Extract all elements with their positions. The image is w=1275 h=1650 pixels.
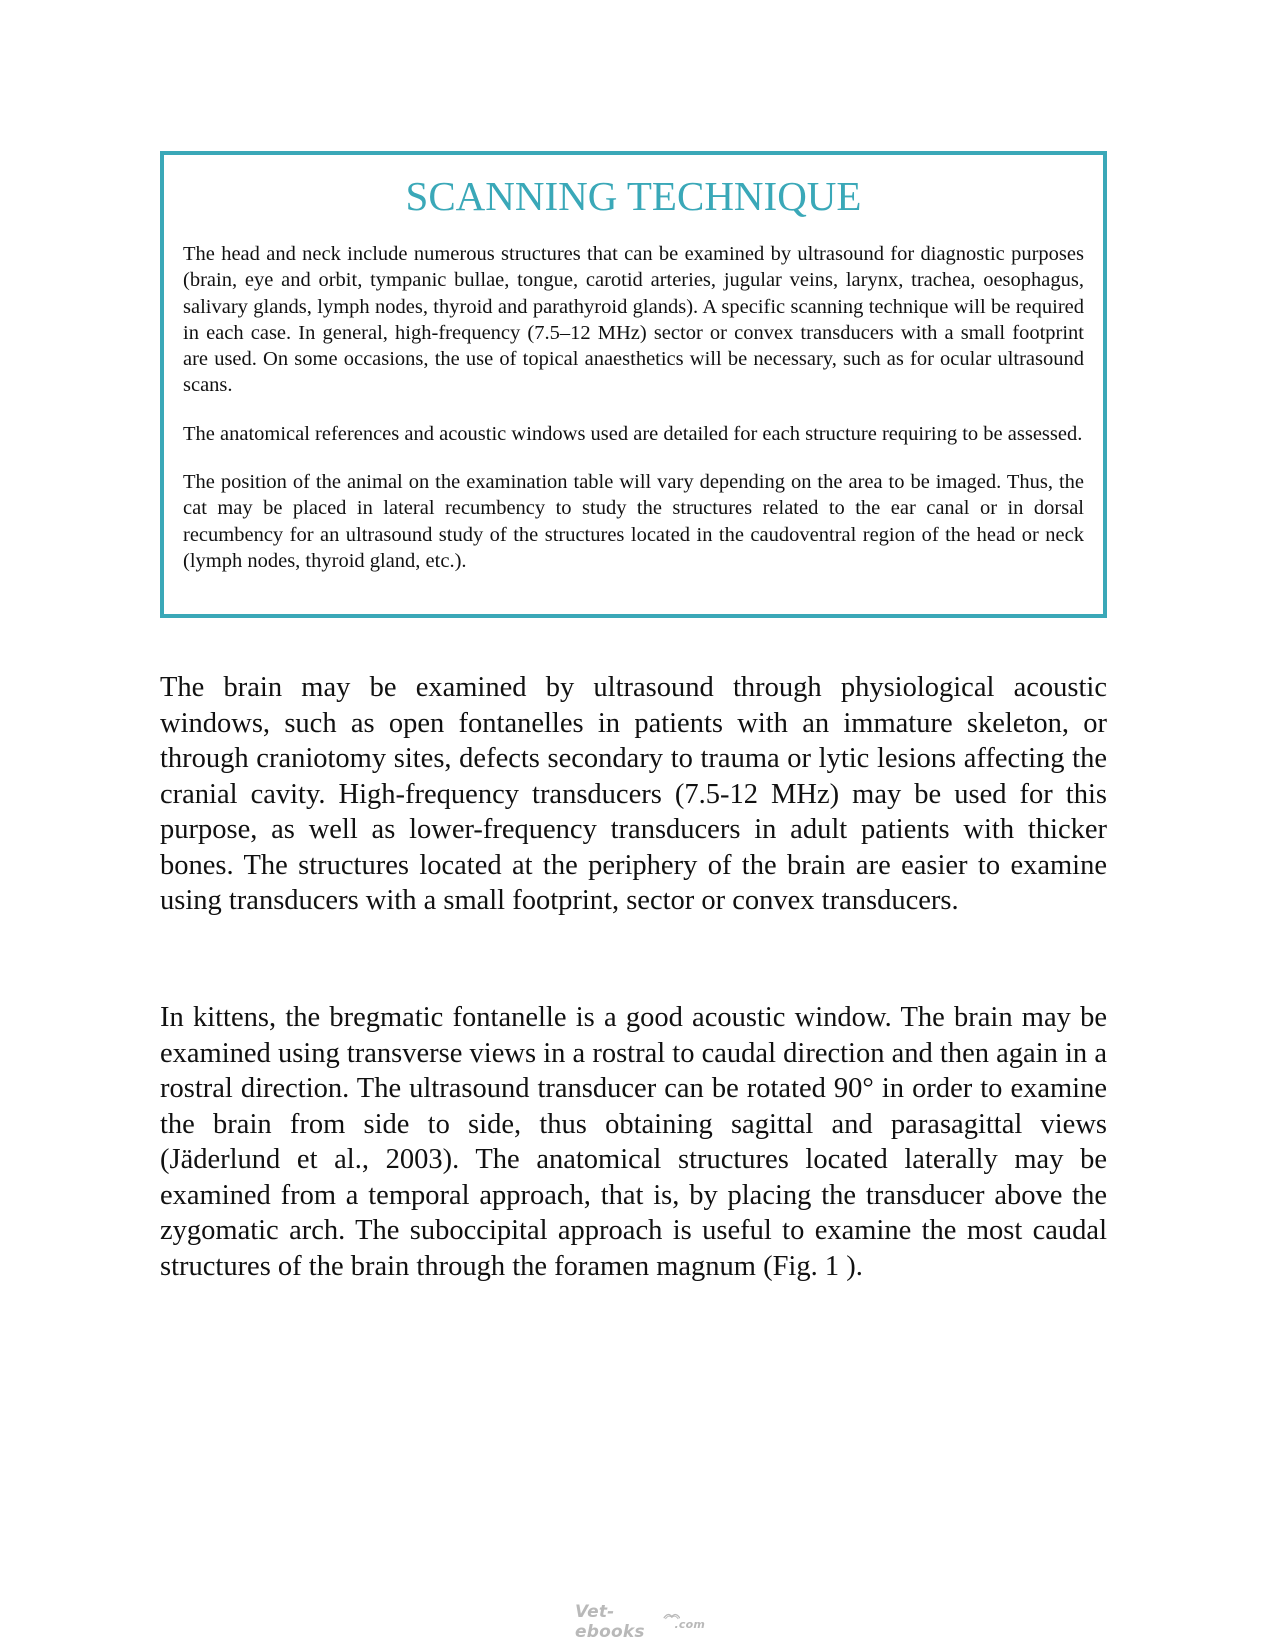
body-paragraph: The brain may be examined by ultrasound through physiological acoustic windows, such as open fontanelles in patients with an immature skeleton, or through craniotomy sites, defects secondary to trauma or lytic lesions affecting the cranial cavity. High-frequency transducers (7.5-12 MHz) may be used for this purpose, as well as lower-frequency transducers in adult patients with thicker bones. The structures located at the periphery of the brain are easier to examine using transducers with a small footprint, sector or convex transducers.	[160, 672, 1107, 916]
body-paragraph: In kittens, the bregmatic fontanelle is a good acoustic window. The brain may be examined using transverse views in a rostral to caudal direction and then again in a rostral direction. The ultrasound transducer can be rotated 90° in order to examine the brain from side to side, thus obtaining sagittal and parasagittal views (Jäderlund et al., 2003). The anatomical structures located laterally may be examined from a temporal approach, that is, by placing the transducer above the zygomatic arch. The suboccipital approach is useful to examine the most caudal structures of the brain through the foramen magnum (Fig. 1 ).	[160, 1002, 1107, 1282]
box-paragraph: The position of the animal on the examination table will vary depending on the area to be imaged. Thus, the cat may be placed in lateral recumbency to study the structures related to the ear canal or in dorsal recumbency for an ultrasound study of the structures located in the caudoventral region of the head or neck (lymph nodes, thyroid gland, etc.).	[183, 471, 1084, 572]
scanning-technique-box	[160, 151, 1107, 618]
watermark-suffix: .com	[674, 1618, 705, 1631]
watermark-main: Vet-ebooks	[575, 1602, 645, 1642]
watermark-logo	[575, 1602, 705, 1642]
box-paragraph: The anatomical references and acoustic windows used are detailed for each structure requiring to be assessed.	[183, 422, 1083, 445]
box-paragraph: The head and neck include numerous structures that can be examined by ultrasound for diagnostic purposes (brain, eye and orbit, tympanic bullae, tongue, carotid arteries, jugular veins, larynx, trachea, oesophagus, salivary glands, lymph nodes, thyroid and parathyroid glands). A specific scanning technique will be required in each case. In general, high-frequency (7.5–12 MHz) sector or convex transducers with a small footprint are used. On some occasions, the use of topical anaesthetics will be necessary, such as for ocular ultrasound scans.	[183, 243, 1084, 397]
box-title: SCANNING TECHNIQUE	[405, 173, 862, 219]
